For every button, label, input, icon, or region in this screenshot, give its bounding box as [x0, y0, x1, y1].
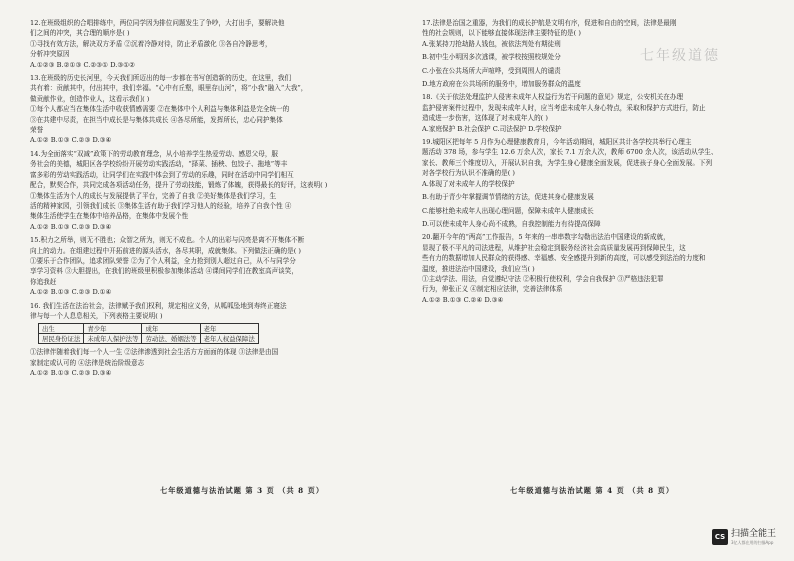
text-line: 造成进一步伤害，这体现了对未成年人的( ): [422, 114, 548, 123]
right-page: [422, 18, 782, 308]
text-line: ①法律伴随着我们每一个人一生 ②法律渗透到社会生活方方面面的体现 ③法律是由国: [30, 348, 279, 357]
text-line: 13.在班级的历史长河里，今天我们所迈出的每一步都在书写创造新的历史，在这里，我们: [30, 74, 292, 83]
scanner-app-name: 扫描全能王: [731, 529, 777, 539]
left-page-body: [30, 18, 390, 321]
text-line: 享学习资料 ③大胆提出，在我们的班级里积极参加集体活动 ④课间同学们在教室高声谈笑，: [30, 267, 298, 276]
text-line: A.①② B.①③ C.②③ D.③④: [30, 136, 112, 145]
text-line: 12.在班级组织的合唱排练中，两位同学因为排位问题发生了争吵，大打出手，要解决他: [30, 19, 285, 27]
life-stage-law-table: [38, 323, 259, 344]
scanner-tagline: 3亿人都在用的扫描App: [731, 540, 774, 545]
text-line: 行为，伸张正义 ④制定相应法律，完善法律体系: [422, 285, 563, 294]
text-line: A.①② B.①③ C.②③ D.①④: [30, 288, 112, 297]
text-line: 向上的动力。在组建过程中开拓前进的源头活水，各尽其职，成就集体。下列做法正确的是( ): [30, 246, 301, 255]
text-line: 们之间的冲突，其合理的顺序是( ): [30, 29, 130, 38]
text-line: B.初中生小明因多次逃课，被学校按照校规处分: [422, 53, 561, 62]
text-line: 家制定或认可的 ④法律是统治阶级意志: [30, 358, 145, 367]
text-line: 家长、教师三个维度切入，开展认识自我，为学生身心健康全面发展，促进孩子身心全面发展。下列: [422, 158, 713, 167]
table-header-row: [39, 324, 259, 334]
text-line: 16. 我们生活在法治社会，法律赋予我们权利，规定相应义务，从呱呱坠地到寿终正寝法: [30, 301, 287, 310]
table-cell: 成年: [142, 324, 200, 334]
right-page-body: [422, 18, 782, 305]
text-line: 律与每一个人息息相关，下列表格主要说明( ): [30, 311, 163, 320]
text-line: D.地方政府在公共场所的服务中，增加服务群众的温度: [422, 80, 581, 89]
table-cell: 老年: [200, 324, 258, 334]
text-line: A.张某持刀抢劫路人钱包，被依法判处有期徒刑: [422, 39, 561, 48]
text-line: ①主动学法、用法，自觉遵纪守法 ②积极行使权利，学会自我保护 ③严格违法犯罪: [422, 274, 664, 283]
table-data-row: [39, 334, 259, 344]
table-cell: 出生: [39, 324, 84, 334]
text-line: 显现了极不平凡的司法进程，从维护社会稳定到服务经济社会高质量发展再到保障民生，这: [422, 243, 686, 252]
left-page: [30, 18, 390, 382]
text-line: 性的社会规则，以下能够直接体现法律主要特征的是( ): [422, 29, 581, 38]
page-footer-3: 七年级道德与法治试题 第 3 页 （共 8 页）: [160, 486, 325, 495]
text-line: A.①②③ B.②①③ C.②③① D.③①②: [30, 60, 136, 69]
text-line: 做贡献作业，创造作业人，这看示我们( ): [30, 94, 150, 103]
scanner-watermark: [712, 529, 776, 546]
text-line: 活的精神家园，引领我们成长 ③集体生活有助于我们学习他人的经验，培养了自我个性 ④: [30, 201, 292, 210]
table-cell: 劳动法、婚姻法等: [142, 334, 200, 344]
text-line: A.①② B.①③ C.②④ D.③④: [422, 295, 504, 304]
text-line: ①每个人都应当在集体生活中收获情感需要 ②在集体中个人利益与集体利益是完全统一的: [30, 105, 290, 114]
text-line: A.①② B.①③ C.②③ D.③④: [30, 369, 112, 378]
text-line: 19.城阳区把每年 5 月作为心理健康教育月，今年活动期间，城阳区共计各学校共举行心理主: [422, 138, 692, 147]
text-line: 荣誉: [30, 126, 44, 135]
text-line: ①寻找有效方法，解决双方矛盾 ②沉着冷静对待，防止矛盾激化 ③各自冷静思考，: [30, 39, 272, 48]
text-line: 配合，默契合作，共同完成各项活动任务，提升了劳动技能，锻炼了体魄，获得最长的好评，这表明( ): [30, 181, 328, 190]
table-cell: 老年人权益保障法: [200, 334, 258, 344]
left-page-body-end: [30, 347, 390, 378]
table-cell: 未成年人保护法等: [84, 334, 142, 344]
text-line: 18.《关于依法处理监护人侵害未成年人权益行为若干问题的意见》规定，公安机关在办理: [422, 93, 684, 102]
text-line: 务社会的美德，城阳区各学校纷纷开展劳动实践活动，“择菜、插秧、包饺子、拖地”等丰: [30, 160, 288, 169]
text-line: 温度，推进法治中国建设，我们应当( ): [422, 264, 535, 273]
text-line: D.可以使未成年人身心尚不成熟，自我控制能力有待提高保障: [422, 219, 601, 228]
text-line: 题活动 378 场，参与学生 12.6 万余人次，家长 7.1 万余人次，教师 6700 余人次，该活动从学生、: [422, 148, 718, 157]
camscanner-logo-icon: CS: [712, 529, 728, 545]
text-line: ①集体生活为个人的成长与发展提供了平台，完善了自我 ②美好集体是我们学习，生: [30, 191, 277, 200]
text-line: 14.为全面落实“双减”政策下的劳动教育理念，从小培养学生热爱劳动、感恩父母，服: [30, 149, 279, 158]
text-line: 15.积力之所举，则无不胜也；众智之所为，则无不成也。个人的出彩与闪亮是离不开集体不断: [30, 236, 305, 245]
text-line: 对各学校行为认识不准确的是( ): [422, 169, 515, 178]
bleed-through-text: 七年级道德: [640, 48, 720, 64]
text-line: 17.法律是治国之重器，为我们的成长护航是文明有序，促进和自由的空间，法律是最刚: [422, 19, 677, 27]
text-line: ①要乐于合作团队，追求团队荣誉 ②为了个人利益，全力抢到别人超过自己，从不与同学分: [30, 256, 296, 265]
text-line: 监护侵害案件过程中，发现未成年人时，应当考虑未成年人身心特点，采取和保护方式进行，防止: [422, 103, 706, 112]
text-line: A.体现了对未成年人的学校保护: [422, 179, 515, 188]
page-footer-4: 七年级道德与法治试题 第 4 页 （共 8 页）: [510, 486, 675, 495]
text-line: 分析冲突原因: [30, 50, 70, 59]
text-line: A.家庭保护 B.社会保护 C.司法保护 D.学校保护: [422, 124, 562, 133]
text-line: C.小张在公共场所大声喧哗，受到周围人的谴责: [422, 66, 561, 75]
text-line: 集体生活使学生在集体中培养品格，在集体中发展个性: [30, 212, 189, 221]
text-line: 20.翻开今年的“两高”工作报告，5 年来的一串串数字勾勒出法治中国建设的新成就，: [422, 233, 670, 242]
text-line: 富多彩的劳动实践活动，让同学们在实践中体会到了劳动的乐趣，同时在活动中同学们相互: [30, 170, 294, 179]
table-cell: 居民身份证法: [39, 334, 84, 344]
text-line: 共有着：贡献其中，付出其中，我们幸福。“心中有丘壑，眼里存山河”，将“小我”融入“大我”，: [30, 84, 308, 93]
text-line: 你追我赶: [30, 277, 57, 286]
table-cell: 青少年: [84, 324, 142, 334]
text-line: A.①② B.①③ C.②③ D.③④: [30, 222, 112, 231]
text-line: B.有助于青少年掌握调节情绪的方法，促进其身心健康发展: [422, 193, 594, 202]
text-line: C.能够杜绝未成年人出现心理问题，保障未成年人健康成长: [422, 206, 594, 215]
text-line: 些有力的数据增加人民群众的获得感、幸福感、安全感提升到新的高度，可以感受到法治的力度和: [422, 254, 706, 263]
text-line: ③在共建中尽责，在担当中成长是与集体共成长 ④各尽所能，发挥所长，忠心同护集体: [30, 115, 283, 124]
